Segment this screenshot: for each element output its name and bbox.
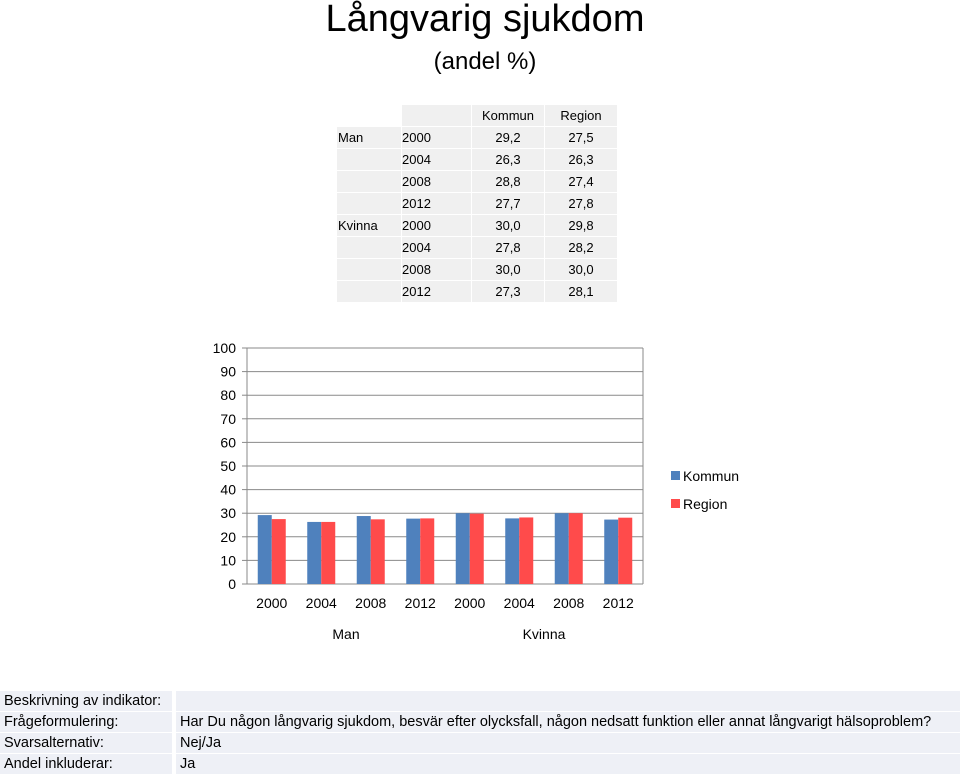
x-tick-label: 2012: [405, 595, 436, 611]
description-row: [0, 733, 960, 754]
table-cell-kommun: 27,8: [472, 237, 545, 259]
table-cell-year: 2004: [402, 149, 472, 171]
table-cell-year: 2012: [402, 281, 472, 303]
table-header-year: [402, 105, 472, 127]
y-tick-label: 30: [220, 505, 236, 521]
table-cell-kommun: 29,2: [472, 127, 545, 149]
table-cell-group: [337, 237, 402, 259]
table-cell-year: 2008: [402, 171, 472, 193]
bar-kommun: [258, 515, 272, 584]
page-title: Långvarig sjukdom: [0, 0, 960, 44]
description-label: Frågeformulering:: [0, 712, 172, 733]
bar-kommun: [604, 520, 618, 584]
table-row: [337, 193, 618, 215]
legend-swatch-region: [671, 499, 680, 508]
bar-chart: [200, 330, 760, 650]
table-cell-region: 29,8: [545, 215, 618, 237]
table-cell-region: 28,2: [545, 237, 618, 259]
bar-kommun: [307, 522, 321, 584]
description-value: [176, 691, 960, 712]
description-table: [0, 690, 960, 774]
y-tick-label: 90: [220, 364, 236, 380]
legend-swatch-kommun: [671, 471, 680, 480]
table-cell-kommun: 26,3: [472, 149, 545, 171]
table-cell-kommun: 30,0: [472, 259, 545, 281]
table-cell-year: 2008: [402, 259, 472, 281]
x-group-label: Man: [332, 626, 359, 642]
table-cell-region: 27,5: [545, 127, 618, 149]
table-cell-group: Kvinna: [337, 215, 402, 237]
description-row: [0, 712, 960, 733]
description-value: Ja: [176, 754, 960, 774]
x-group-label: Kvinna: [523, 626, 566, 642]
table-cell-year: 2000: [402, 127, 472, 149]
table-cell-year: 2012: [402, 193, 472, 215]
legend-label-kommun: Kommun: [683, 468, 739, 484]
description-row: [0, 754, 960, 774]
y-tick-label: 0: [228, 576, 236, 592]
table-cell-group: Man: [337, 127, 402, 149]
x-tick-label: 2004: [306, 595, 337, 611]
description-value: Nej/Ja: [176, 733, 960, 754]
description-label: Andel inkluderar:: [0, 754, 172, 774]
table-row: [337, 127, 618, 149]
table-cell-year: 2004: [402, 237, 472, 259]
x-tick-label: 2008: [355, 595, 386, 611]
legend-label-region: Region: [683, 496, 727, 512]
table-cell-kommun: 27,3: [472, 281, 545, 303]
y-tick-label: 40: [220, 482, 236, 498]
table-header-row: [337, 105, 618, 127]
table-row: [337, 171, 618, 193]
table-cell-year: 2000: [402, 215, 472, 237]
y-tick-label: 10: [220, 552, 236, 568]
y-tick-label: 100: [213, 340, 237, 356]
bar-region: [618, 518, 632, 584]
bar-region: [371, 519, 385, 584]
bar-region: [321, 522, 335, 584]
table-cell-group: [337, 171, 402, 193]
bar-kommun: [357, 516, 371, 584]
x-tick-label: 2004: [504, 595, 535, 611]
bar-kommun: [456, 513, 470, 584]
table-row: [337, 215, 618, 237]
description-row: [0, 691, 960, 712]
table-cell-region: 30,0: [545, 259, 618, 281]
description-value: Har Du någon långvarig sjukdom, besvär efter olycksfall, någon nedsatt funktion eller annat långvarigt hälsoproblem?: [176, 712, 960, 733]
table-cell-region: 27,8: [545, 193, 618, 215]
bar-kommun: [406, 519, 420, 584]
bar-region: [569, 513, 583, 584]
description-label: Svarsalternativ:: [0, 733, 172, 754]
table-cell-region: 28,1: [545, 281, 618, 303]
table-cell-group: [337, 149, 402, 171]
y-tick-label: 50: [220, 458, 236, 474]
table-cell-kommun: 27,7: [472, 193, 545, 215]
bar-kommun: [555, 513, 569, 584]
table-cell-region: 27,4: [545, 171, 618, 193]
table-row: [337, 149, 618, 171]
table-cell-group: [337, 193, 402, 215]
description-label: Beskrivning av indikator:: [0, 691, 172, 712]
x-tick-label: 2000: [454, 595, 485, 611]
y-tick-label: 60: [220, 434, 236, 450]
bar-region: [519, 517, 533, 584]
table-cell-group: [337, 259, 402, 281]
y-tick-label: 20: [220, 529, 236, 545]
table-cell-kommun: 28,8: [472, 171, 545, 193]
bar-region: [272, 519, 286, 584]
table-header-kommun: Kommun: [472, 105, 545, 127]
table-header-empty: [337, 105, 402, 127]
bar-kommun: [505, 518, 519, 584]
table-cell-region: 26,3: [545, 149, 618, 171]
table-row: [337, 237, 618, 259]
page-subtitle: (andel %): [0, 44, 960, 80]
bar-region: [420, 518, 434, 584]
table-row: [337, 259, 618, 281]
table-cell-group: [337, 281, 402, 303]
bar-region: [470, 514, 484, 584]
table-cell-kommun: 30,0: [472, 215, 545, 237]
table-header-region: Region: [545, 105, 618, 127]
x-tick-label: 2008: [553, 595, 584, 611]
y-tick-label: 70: [220, 411, 236, 427]
table-row: [337, 281, 618, 303]
x-tick-label: 2012: [603, 595, 634, 611]
x-tick-label: 2000: [256, 595, 287, 611]
data-table: [336, 104, 618, 303]
y-tick-label: 80: [220, 387, 236, 403]
